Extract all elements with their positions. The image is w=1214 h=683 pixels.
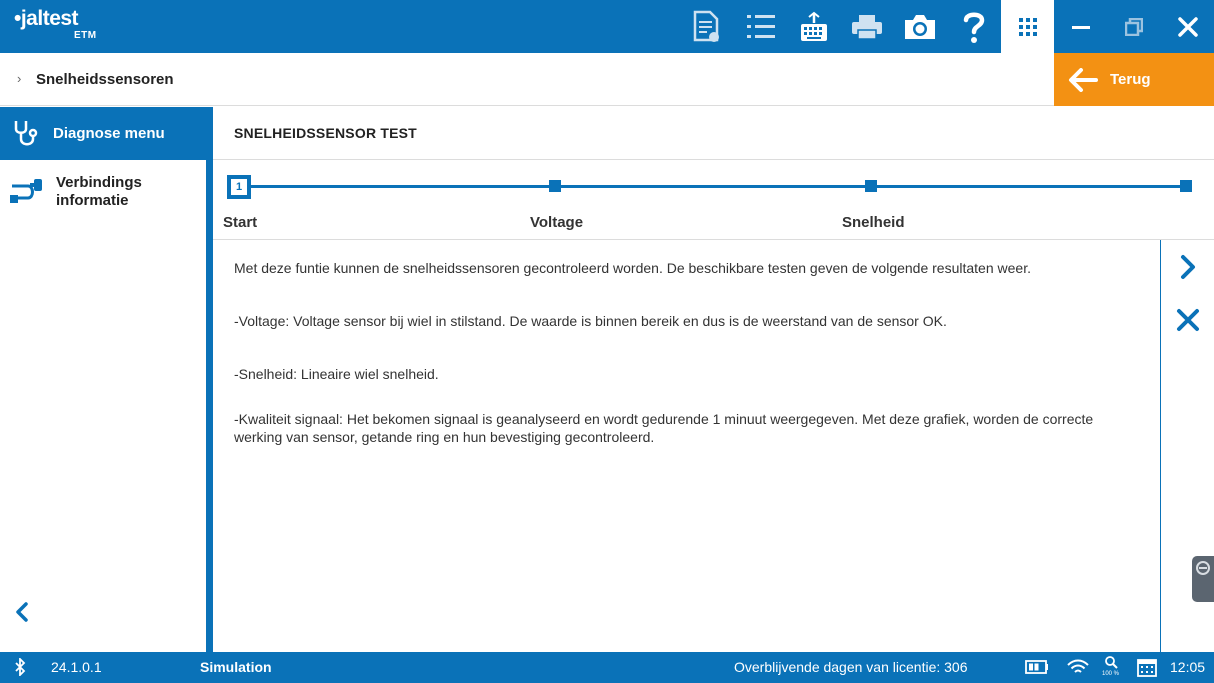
close-icon bbox=[1176, 308, 1200, 332]
info-paragraph: Met deze funtie kunnen de snelheidssensoren gecontroleerd worden. De beschikbare testen geven de volgende resultaten weer. bbox=[234, 260, 1031, 276]
wifi-icon bbox=[1067, 659, 1089, 675]
step-number: 1 bbox=[235, 181, 243, 193]
restore-button[interactable] bbox=[1107, 0, 1160, 53]
chevron-left-icon bbox=[15, 602, 29, 622]
calendar-icon[interactable] bbox=[1137, 657, 1157, 677]
printer-icon[interactable] bbox=[848, 8, 886, 46]
apps-grid-icon bbox=[1019, 18, 1037, 36]
step-track bbox=[240, 185, 1184, 188]
clock-label: 12:05 bbox=[1170, 659, 1206, 675]
info-paragraph: -Voltage: Voltage sensor bij wiel in stilstand. De waarde is binnen bereik en dus is de weerstand van de sensor OK. bbox=[234, 313, 947, 329]
step-node-end[interactable] bbox=[1180, 180, 1192, 192]
close-icon bbox=[1178, 17, 1198, 37]
chevron-right-icon: › bbox=[17, 71, 22, 86]
license-label: Overblijvende dagen van licentie: 306 bbox=[734, 659, 968, 675]
help-icon[interactable] bbox=[955, 8, 993, 46]
version-label: 24.1.0.1 bbox=[51, 659, 102, 675]
sidebar-item-label: Diagnose menu bbox=[53, 125, 165, 142]
step-current[interactable] bbox=[227, 175, 251, 199]
mode-label: Simulation bbox=[200, 659, 272, 675]
logo-subtitle: ETM bbox=[74, 30, 97, 41]
info-paragraph: -Snelheid: Lineaire wiel snelheid. bbox=[234, 366, 439, 382]
stethoscope-icon bbox=[13, 119, 39, 149]
app-logo bbox=[14, 7, 97, 41]
step-label-start: Start bbox=[223, 214, 258, 231]
battery-icon bbox=[1025, 660, 1049, 674]
close-window-button[interactable] bbox=[1161, 0, 1214, 53]
collapse-sidebar-button[interactable] bbox=[15, 602, 29, 627]
bluetooth-icon bbox=[14, 658, 26, 676]
step-label-voltage: Voltage bbox=[530, 214, 584, 231]
camera-icon[interactable] bbox=[901, 8, 939, 46]
logo-text: •jaltest bbox=[14, 7, 79, 30]
panel-header bbox=[213, 107, 1214, 160]
restore-icon bbox=[1125, 18, 1143, 36]
zoom-icon[interactable] bbox=[1104, 655, 1120, 669]
zoom-level: 100 % bbox=[1102, 671, 1120, 677]
keyboard-icon[interactable] bbox=[795, 8, 833, 46]
report-icon[interactable] bbox=[688, 8, 726, 46]
connector-icon bbox=[10, 177, 44, 207]
sidebar-divider bbox=[206, 107, 213, 652]
step-node-snelheid[interactable] bbox=[865, 180, 877, 192]
chevron-right-icon bbox=[1180, 254, 1196, 280]
step-progress bbox=[213, 160, 1214, 240]
sidebar-item-diagnose-menu[interactable] bbox=[0, 107, 213, 160]
arrow-left-icon bbox=[1068, 68, 1098, 92]
list-icon[interactable] bbox=[742, 8, 780, 46]
side-drawer-handle[interactable] bbox=[1192, 556, 1214, 602]
apps-grid-button[interactable] bbox=[1001, 0, 1054, 53]
remote-icon bbox=[1195, 560, 1211, 576]
sidebar-item-label: Verbindings informatie bbox=[56, 174, 142, 209]
top-bar bbox=[0, 0, 1214, 53]
minimize-button[interactable] bbox=[1054, 0, 1107, 53]
breadcrumb-label[interactable]: Snelheidssensoren bbox=[36, 71, 174, 88]
sidebar bbox=[0, 107, 206, 652]
page-title: SNELHEIDSSENSOR TEST bbox=[234, 125, 417, 141]
step-node-voltage[interactable] bbox=[549, 180, 561, 192]
cancel-button[interactable] bbox=[1174, 306, 1202, 334]
status-bar bbox=[0, 652, 1214, 683]
back-button-label: Terug bbox=[1110, 71, 1151, 88]
info-paragraph: -Kwaliteit signaal: Het bekomen signaal is geanalyseerd en wordt gedurende 1 minuut weergegeven. Met deze grafiek, worden de correcte werking van sensor, getande ring en hun bevestiging gecontroleerd. bbox=[234, 411, 1094, 445]
step-label-snelheid: Snelheid bbox=[842, 214, 905, 231]
info-panel bbox=[213, 240, 1161, 652]
minimize-icon bbox=[1072, 18, 1090, 36]
back-button[interactable] bbox=[1054, 53, 1214, 106]
sidebar-item-connection-info[interactable] bbox=[0, 169, 206, 215]
next-button[interactable] bbox=[1174, 253, 1202, 281]
breadcrumb bbox=[0, 53, 1054, 106]
